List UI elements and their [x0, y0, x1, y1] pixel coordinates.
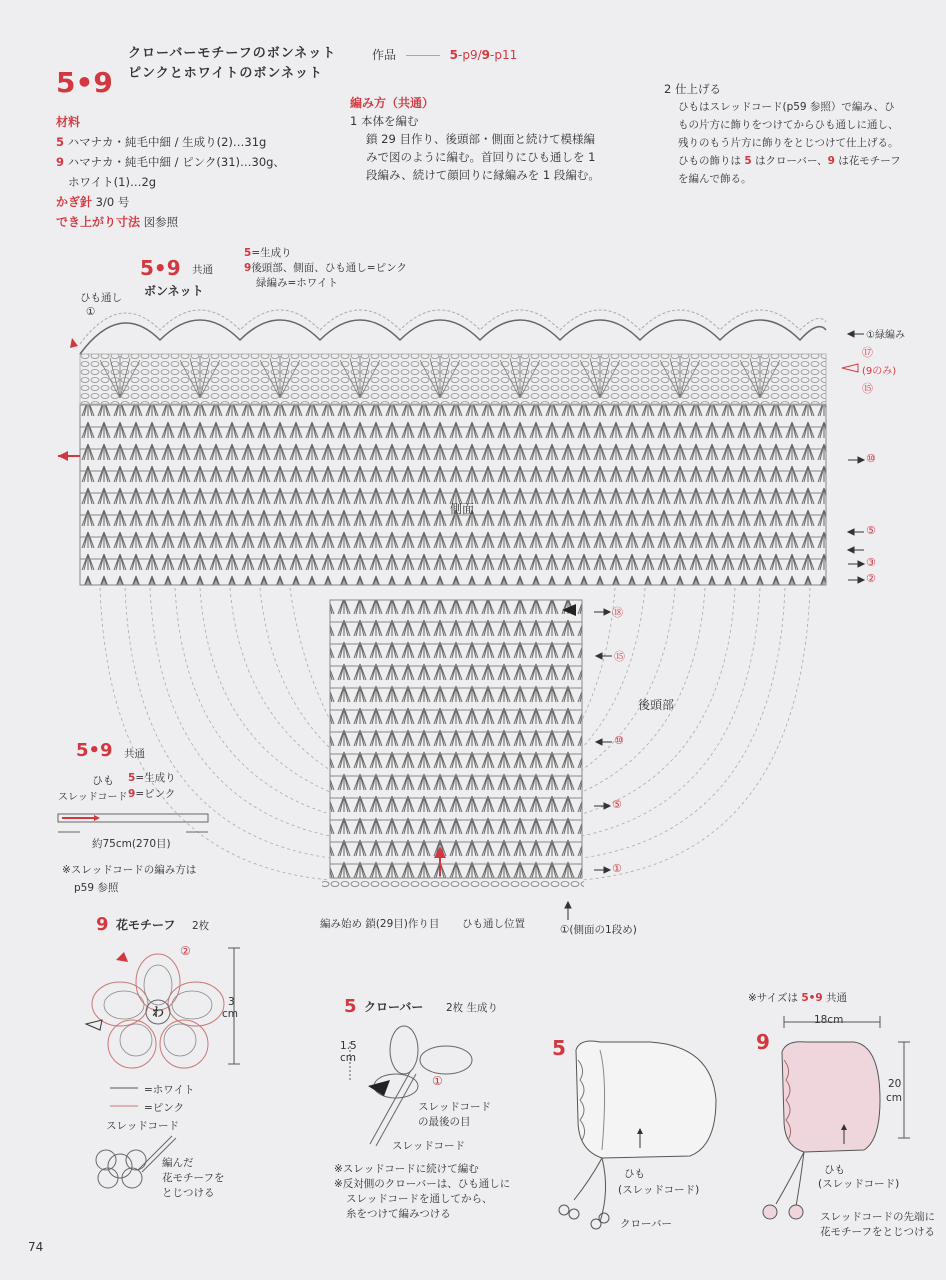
flower-size-unit: cm — [222, 1008, 239, 1020]
bonnet9-height-unit: cm — [886, 1092, 903, 1104]
flower-note3: とじつける — [162, 1187, 215, 1199]
pattern-number: 5•9 — [56, 66, 113, 99]
step2-title: 2 仕上げる — [664, 82, 721, 96]
step2-line3: 残りのもう片方に飾りをとじつけて仕上げる。 — [678, 137, 899, 149]
side-panel — [58, 310, 826, 585]
himo-label: ひも通し — [80, 292, 122, 304]
mat-num-5: 5 — [56, 135, 65, 149]
flower-note — [162, 1156, 224, 1201]
cord-note2: p59 参照 — [74, 882, 119, 894]
side-label: 側面 — [450, 502, 475, 516]
row-15: ⑮ — [862, 382, 873, 395]
step1-line1: 鎖 29 目作り、後頭部・側面と続けて模様編 — [366, 132, 595, 146]
flower-center: わ — [152, 1005, 165, 1019]
side-first-row: ①(側面の1段め) — [560, 924, 637, 936]
mat-line2: ハマナカ・純毛中細 / ピンク(31)…30g、 — [67, 155, 285, 169]
clover-size-unit: cm — [340, 1052, 357, 1064]
bonnet-5-illustration — [559, 1041, 716, 1229]
row-3: ③ — [866, 556, 876, 569]
step1-line3: 段編み、続けて顔回りに縁編みを 1 段編む。 — [366, 168, 600, 182]
flower-note1: 編んだ — [162, 1157, 194, 1169]
hook-label: かぎ針 — [56, 195, 93, 209]
size-note-num: 5•9 — [801, 992, 823, 1004]
clover-note3: スレッドコードを通してから、 — [346, 1193, 493, 1205]
size-value: 図参照 — [143, 215, 179, 229]
row-5: ⑤ — [866, 524, 876, 537]
clover-lbl1: スレッドコード — [418, 1101, 491, 1113]
method-heading: 編み方（共通） — [350, 96, 435, 110]
back-label: 後頭部 — [638, 698, 675, 712]
bonnet5-num: 5 — [552, 1036, 566, 1060]
cord-9-num: 9 — [128, 788, 136, 800]
cord-9-text: =ピンク — [135, 788, 176, 800]
start-label: 編み始め 鎖(29目)作り目 — [320, 918, 440, 930]
flower-legend-pink: =ピンク — [144, 1102, 185, 1114]
flower-num: 9 — [96, 914, 109, 935]
cord-note1: ※スレッドコードの編み方は — [62, 864, 197, 876]
bonnet5-cord: (スレッドコード) — [618, 1184, 700, 1196]
cord-shared: 共通 — [124, 748, 145, 760]
cord-num: 5•9 — [76, 740, 113, 761]
bonnet9-attach2: 花モチーフをとじつける — [820, 1226, 935, 1238]
bonnet9-attach — [820, 1210, 935, 1240]
clover-lbl — [418, 1100, 491, 1130]
back-row-5: ⑤ — [612, 798, 622, 811]
step2-l4-9: 9 — [827, 155, 835, 167]
flower-note2: 花モチーフを — [162, 1172, 225, 1184]
work-ref-5-page: -p9/ — [458, 48, 482, 62]
bonnet9-himo: ひも — [824, 1164, 845, 1176]
legend3: 緑編み=ホワイト — [256, 277, 338, 289]
bonnet5-clover: クローバー — [620, 1218, 672, 1230]
back-panel — [322, 600, 584, 888]
mat-line1: ハマナカ・純毛中細 / 生成り(2)…31g — [67, 135, 267, 149]
back-row-10: ⑩ — [614, 734, 624, 747]
back-row-1: ① — [612, 862, 622, 875]
row-2: ② — [866, 572, 876, 585]
clover-note2: ※反対側のクローバーは、ひも通しに — [334, 1178, 511, 1190]
clover-note1: ※スレッドコードに続けて編む — [334, 1163, 479, 1175]
bonnet9-width: 18cm — [814, 1014, 844, 1026]
flower-row2: ② — [180, 944, 191, 958]
bonnet9-attach1: スレッドコードの先端に — [820, 1211, 935, 1223]
legend2: 後頭部、側面、ひも通し=ピンク — [251, 262, 407, 274]
work-ref-9: 9 — [481, 48, 491, 62]
bonnet5-himo: ひも — [624, 1168, 645, 1180]
back-row-18: ⑱ — [612, 606, 623, 619]
row-9only: (9のみ) — [862, 366, 897, 377]
cord-name: ひも — [92, 774, 114, 787]
clover-lbl3: スレッドコード — [392, 1140, 465, 1152]
step2-l4b: はクローバー、 — [751, 155, 828, 167]
size-label: でき上がり寸法 — [56, 215, 141, 229]
flower-cord-label: スレッドコード — [106, 1120, 179, 1132]
himo-position: ひも通し位置 — [462, 918, 525, 930]
hook-value: 3/0 号 — [95, 195, 130, 209]
clover-lbl2: の最後の目 — [418, 1116, 471, 1128]
materials-heading: 材料 — [56, 115, 81, 129]
cord-5 — [128, 770, 176, 785]
chart-num: 5•9 — [140, 256, 181, 280]
clover-num: 5 — [344, 996, 357, 1017]
bonnet9-cord: (スレッドコード) — [818, 1178, 900, 1190]
cord-diagram — [58, 814, 208, 832]
row-17: ⑰ — [862, 346, 873, 359]
title-line1: クローバーモチーフのボンネット — [128, 46, 337, 61]
bonnet9-size-note — [748, 990, 847, 1005]
size-note: ※サイズは — [748, 992, 798, 1004]
clover-size-num: 1.5 — [340, 1040, 357, 1052]
work-ref-9-page: -p11 — [490, 48, 518, 62]
flower-name: 花モチーフ — [116, 918, 176, 932]
row-10: ⑩ — [866, 452, 876, 465]
clover-name: クローバー — [364, 1000, 424, 1014]
step2-line2: もの片方に飾りをつけてからひも通しに通し、 — [678, 119, 899, 131]
clover-notes — [334, 1162, 510, 1222]
cord-5-text: =生成り — [135, 772, 176, 784]
cord-5-num: 5 — [128, 772, 136, 784]
bonnet9-num: 9 — [756, 1030, 770, 1054]
bonnet9-height-num: 20 — [888, 1078, 902, 1090]
step2-l4-5: 5 — [744, 155, 752, 167]
cord-9 — [128, 786, 175, 801]
row-edge: ①緑編み — [866, 330, 905, 341]
step2-line5: を編んで飾る。 — [678, 173, 752, 185]
clover-count: 2枚 生成り — [446, 1002, 499, 1014]
page-number: 74 — [28, 1240, 44, 1254]
title-line2: ピンクとホワイトのボンネット — [128, 66, 323, 81]
chart-shared: 共通 — [192, 264, 213, 276]
mat-num-9: 9 — [56, 155, 65, 169]
cord-length: 約75cm(270目) — [92, 838, 171, 850]
clover-row1: ① — [432, 1074, 443, 1088]
work-ref-5: 5 — [449, 48, 459, 62]
back-row-15: ⑮ — [614, 650, 625, 663]
flower-legend-white: =ホワイト — [144, 1084, 195, 1096]
himo-row: ① — [86, 306, 96, 318]
legend1: =生成り — [251, 247, 292, 259]
flower-motif-diagram — [86, 948, 240, 1188]
step1-title: 1 本体を編む — [350, 114, 419, 128]
step2-line1: ひもはスレッドコード(p59 参照）で編み、ひ — [678, 101, 895, 113]
chart-name: ボンネット — [144, 284, 204, 298]
work-label: 作品 — [372, 48, 397, 62]
mat-line3: ホワイト(1)…2g — [68, 175, 157, 189]
size-note-shared: 共通 — [825, 992, 847, 1004]
step1-line2: みで図のように編む。首回りにひも通しを 1 — [366, 150, 596, 164]
legend1-num: 5 — [244, 247, 252, 259]
flower-size-num: 3 — [228, 996, 235, 1008]
step2-l4c: は花モチーフ — [834, 155, 901, 167]
step2-l4a: ひもの飾りは — [678, 155, 745, 167]
cord-sub: スレッドコード — [58, 792, 128, 803]
flower-count: 2枚 — [192, 920, 210, 932]
legend2-num: 9 — [244, 262, 252, 274]
clover-note4: 糸をつけて編みつける — [346, 1208, 451, 1220]
